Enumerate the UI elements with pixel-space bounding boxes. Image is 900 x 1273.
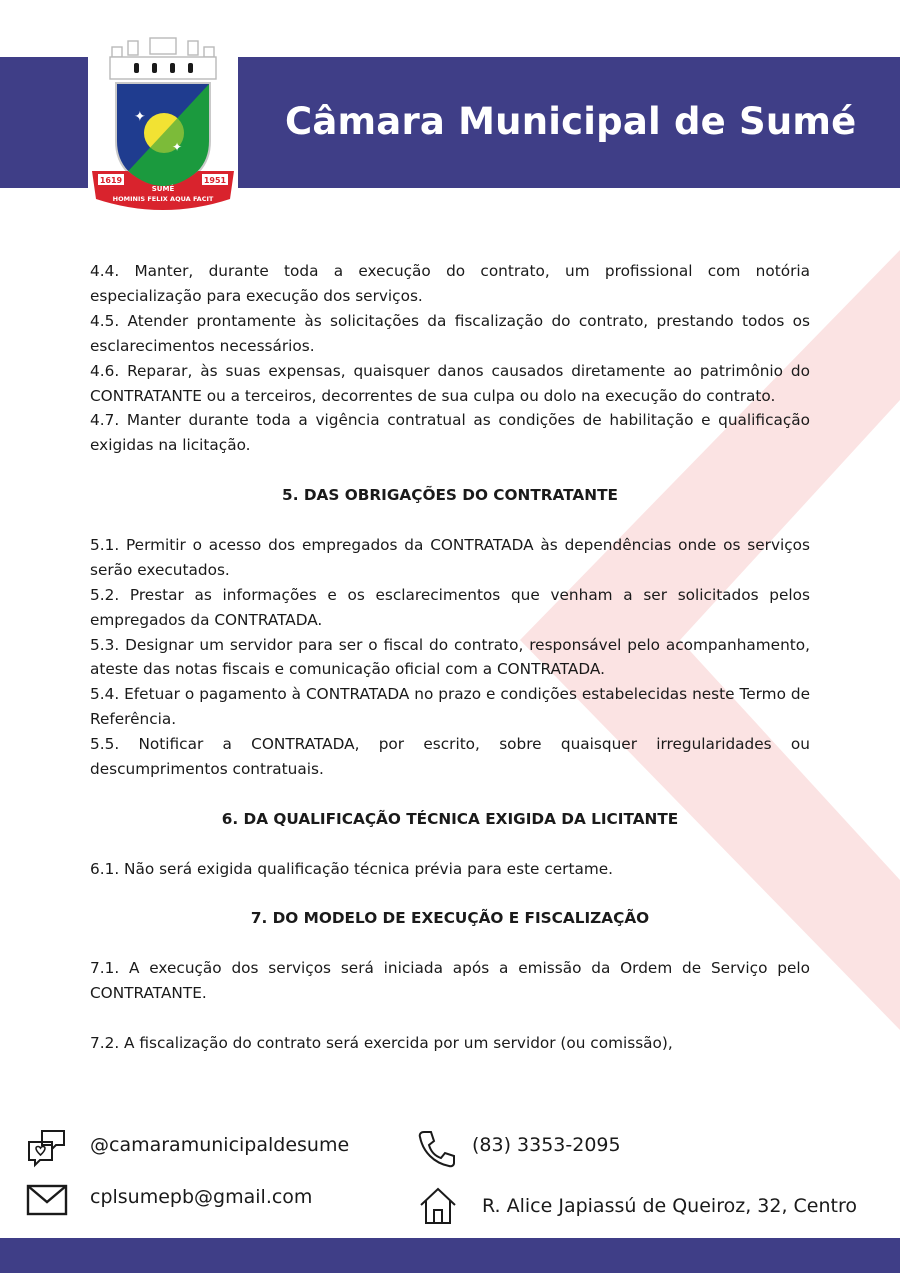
svg-text:✦: ✦ xyxy=(172,140,183,154)
clause-4-5: 4.5. Atender prontamente às solicitações da fiscalização do contrato, prestando todos os esclarecimentos necessários. xyxy=(90,311,810,355)
mail-icon xyxy=(26,1184,68,1216)
email-address[interactable]: cplsumepb@gmail.com xyxy=(90,1186,313,1208)
logo-year-right: 1951 xyxy=(203,176,227,185)
phone-icon xyxy=(416,1128,458,1170)
social-handle[interactable]: @camaramunicipaldesume xyxy=(90,1134,350,1156)
coat-of-arms-logo xyxy=(88,33,238,215)
section-6-heading: 6. DA QUALIFICAÇÃO TÉCNICA EXIGIDA DA LICITANTE xyxy=(221,809,679,828)
clause-5-4: 5.4. Efetuar o pagamento à CONTRATADA no prazo e condições estabelecidas neste Termo de Referência. xyxy=(90,685,810,729)
footer-band xyxy=(0,1238,900,1273)
logo-year-left: 1619 xyxy=(99,176,123,185)
document-body xyxy=(90,259,810,1056)
clause-5-2: 5.2. Prestar as informações e os esclarecimentos que venham a ser solicitados pelos empregados da CONTRATADA. xyxy=(90,585,810,629)
chat-bubbles-icon xyxy=(26,1128,68,1170)
clause-4-6: 4.6. Reparar, às suas expensas, quaisquer danos causados diretamente ao patrimônio do CONTRATANTE ou a terceiros, decorrentes de sua culpa ou dolo na execução do contrato. xyxy=(90,361,810,405)
phone-number[interactable]: (83) 3353-2095 xyxy=(472,1134,621,1156)
clause-4-7: 4.7. Manter durante toda a vigência contratual as condições de habilitação e qualificação exigidas na licitação. xyxy=(90,411,810,455)
address: R. Alice Japiassú de Queiroz, 32, Centro xyxy=(482,1195,857,1217)
svg-text:✦: ✦ xyxy=(134,109,146,125)
logo-name: SUMÉ xyxy=(151,185,175,193)
page-title: Câmara Municipal de Sumé xyxy=(285,100,857,143)
clause-7-2: 7.2. A fiscalização do contrato será exercida por um servidor (ou comissão), xyxy=(90,1033,673,1052)
clause-5-3: 5.3. Designar um servidor para ser o fiscal do contrato, responsável pelo acompanhamento, ateste das notas fiscais e comunicação oficial com a CONTRATADA. xyxy=(90,635,810,679)
section-7-heading: 7. DO MODELO DE EXECUÇÃO E FISCALIZAÇÃO xyxy=(250,909,650,928)
clause-6-1: 6.1. Não será exigida qualificação técnica prévia para este certame. xyxy=(90,859,613,878)
clause-5-1: 5.1. Permitir o acesso dos empregados da CONTRATADA às dependências onde os serviços serão executados. xyxy=(90,535,810,579)
clause-5-5: 5.5. Notificar a CONTRATADA, por escrito, sobre quaisquer irregularidades ou descumprimentos contratuais. xyxy=(90,735,810,779)
section-5-heading: 5. DAS OBRIGAÇÕES DO CONTRATANTE xyxy=(282,486,618,505)
logo-motto: HOMINIS FELIX AQUA FACIT xyxy=(112,195,214,203)
clause-7-1: 7.1. A execução dos serviços será iniciada após a emissão da Ordem de Serviço pelo CONTRATANTE. xyxy=(90,959,810,1003)
clause-4-4: 4.4. Manter, durante toda a execução do contrato, um profissional com notória especialização para execução dos serviços. xyxy=(90,262,810,305)
home-icon xyxy=(418,1186,458,1226)
